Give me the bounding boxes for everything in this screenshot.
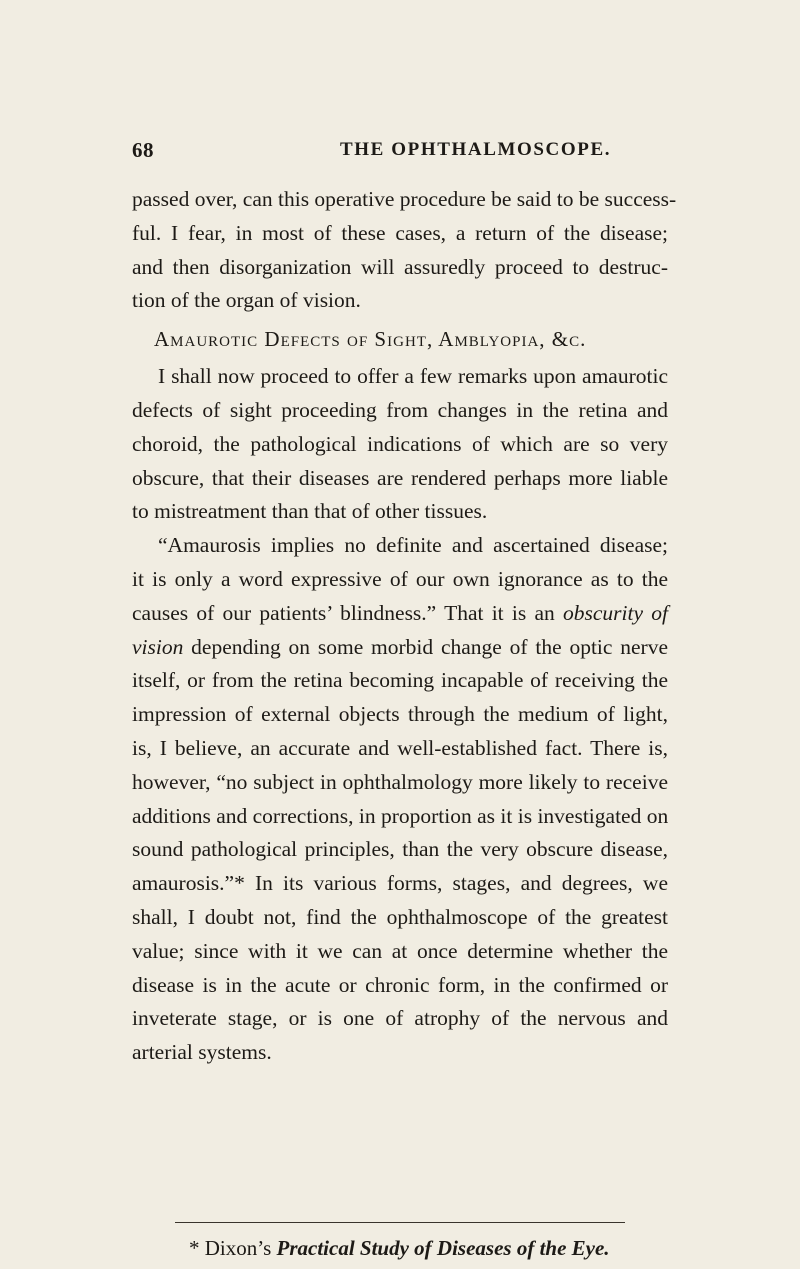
text-line: I shall now proceed to offer a few remarks upon amaurotic: [158, 364, 668, 389]
italic-run: obscurity of: [563, 600, 668, 625]
text-line: however, “no subject in ophthalmology more likely to receive: [132, 769, 668, 794]
text-line: passed over, can this operative procedure be said to be success-: [132, 187, 677, 211]
text-line: and then disorganization will assuredly proceed to destruc-: [132, 254, 668, 279]
text-line: inveterate stage, or is one of atrophy of the nervous and: [132, 1006, 668, 1031]
page-number: 68: [132, 138, 154, 162]
text-line: shall, I doubt not, find the ophthalmoscope of the greatest: [132, 904, 668, 929]
running-title: THE OPHTHALMOSCOPE.: [340, 139, 612, 160]
text-run: depending on some morbid change of the optic nerve: [183, 634, 668, 659]
running-head: [132, 137, 668, 163]
body-text: [132, 183, 677, 1070]
text-line: disease is in the acute or chronic form, in the confirmed or: [132, 972, 668, 997]
text-line: additions and corrections, in proportion as it is investigated on: [132, 803, 669, 828]
text-line: obscure, that their diseases are rendered perhaps more liable: [132, 465, 668, 490]
footnote: [189, 1234, 610, 1262]
text-line: [132, 631, 668, 665]
text-line: value; since with it we can at once determine whether the: [132, 938, 668, 963]
text-line: [132, 597, 668, 631]
footnote-marker: * Dixon’s: [189, 1236, 277, 1260]
text-line: defects of sight proceeding from changes in the retina and: [132, 397, 668, 422]
text-line: arterial systems.: [132, 1040, 272, 1065]
text-line: “Amaurosis implies no definite and ascertained disease;: [158, 533, 668, 558]
text-line: tion of the organ of vision.: [132, 288, 361, 313]
text-line: it is only a word expressive of our own ignorance as to the: [132, 566, 668, 591]
text-line: ful. I fear, in most of these cases, a return of the disease;: [132, 220, 668, 245]
text-line: to mistreatment than that of other tissues.: [132, 499, 488, 524]
text-run: causes of our patients’ blindness.” That it is an: [132, 600, 564, 625]
footnote-divider: [175, 1222, 625, 1223]
section-heading: Amaurotic Defects of Sight, Amblyopia, &c.: [154, 327, 587, 352]
text-line: itself, or from the retina becoming incapable of receiving the: [132, 668, 668, 693]
footnote-title: Practical Study of Diseases of the Eye.: [276, 1236, 610, 1260]
text-line: impression of external objects through the medium of light,: [132, 702, 668, 727]
italic-run: vision: [132, 634, 184, 659]
text-line: choroid, the pathological indications of which are so very: [132, 431, 668, 456]
text-line: is, I believe, an accurate and well-established fact. There is,: [132, 735, 668, 760]
text-line: amaurosis.”* In its various forms, stages, and degrees, we: [132, 871, 668, 896]
text-line: sound pathological principles, than the very obscure disease,: [132, 837, 668, 862]
